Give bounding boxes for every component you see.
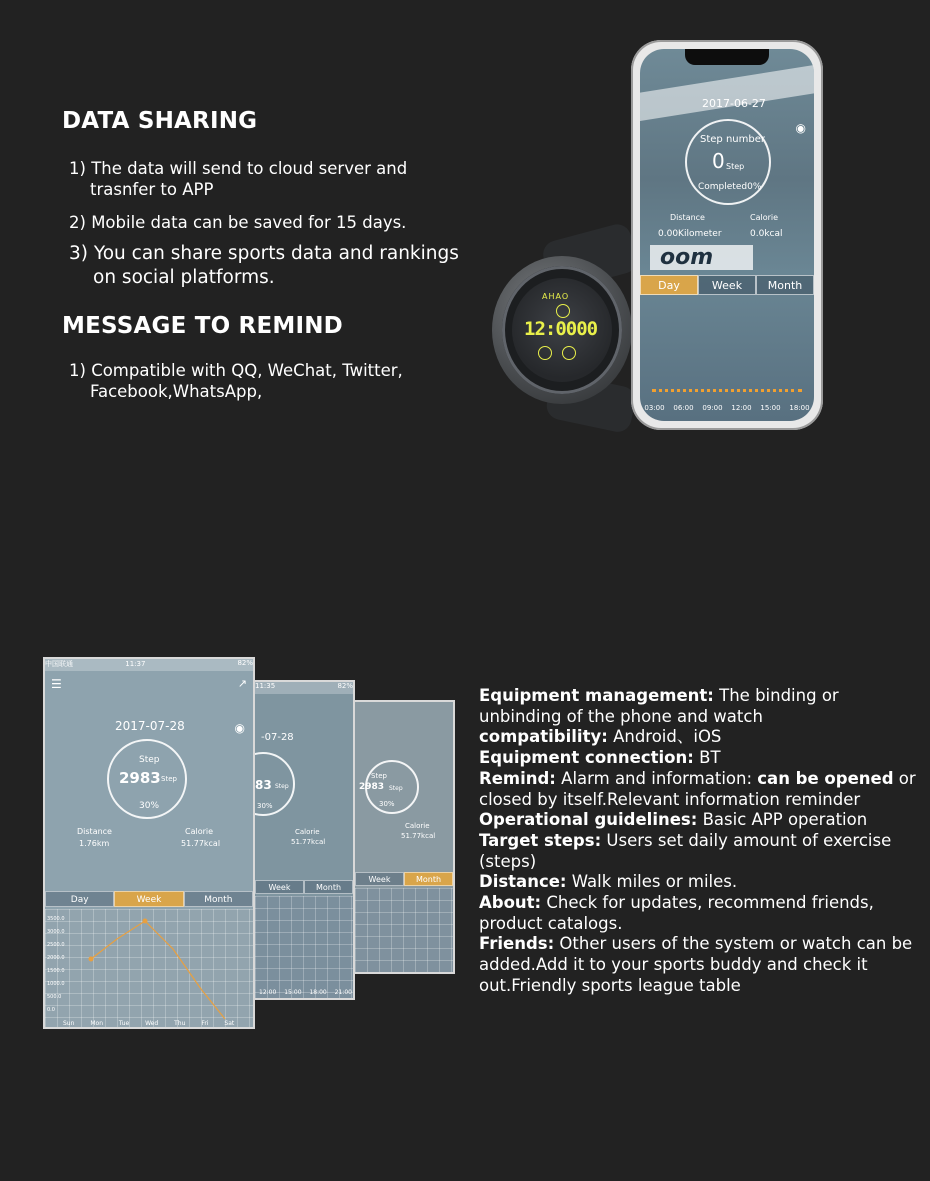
feature-text: Check for updates, recommend friends, product catalogs. xyxy=(479,893,874,933)
feature-text: Users set daily amount of exercise (steps) xyxy=(479,830,892,871)
item-text: Mobile data can be saved for 15 days. xyxy=(91,213,407,232)
track-banner: oom xyxy=(650,245,753,270)
menu-icon[interactable]: ☰ xyxy=(51,677,62,691)
feature-list xyxy=(479,686,924,997)
watch-display xyxy=(512,278,612,382)
time-axis xyxy=(259,989,352,996)
time-axis xyxy=(640,404,814,412)
feature-label: Remind: xyxy=(479,768,556,788)
feature-text: Walk miles or miles. xyxy=(566,872,738,892)
data-sharing-heading: DATA SHARING xyxy=(62,108,258,134)
item-number: 1) xyxy=(69,159,86,178)
feature-friends xyxy=(479,934,924,996)
app-date: 2017-07-28 xyxy=(115,719,185,733)
day-tick: Thu xyxy=(174,1020,186,1027)
status-time: 11:35 xyxy=(255,682,276,690)
chart-area xyxy=(45,909,253,1027)
distance-label: Distance xyxy=(77,827,112,836)
calorie-label: Calorie xyxy=(295,828,320,836)
period-tabs xyxy=(640,275,814,295)
feature-label: Operational guidelines: xyxy=(479,810,698,830)
calorie-label: Calorie xyxy=(405,822,430,830)
y-tick: 2000.0 xyxy=(47,955,65,961)
app-date: 2017-06-27 xyxy=(702,97,766,110)
status-time: 11:37 xyxy=(125,660,146,668)
distance-value: 1.76km xyxy=(79,839,110,848)
day-tick: Sun xyxy=(63,1020,75,1027)
step-label: Step xyxy=(371,772,387,780)
feature-distance xyxy=(479,872,924,893)
day-tick: Fri xyxy=(201,1020,209,1027)
feature-text: Android、iOS xyxy=(607,727,722,747)
share-icon[interactable]: ↗ xyxy=(237,677,247,690)
chart-area xyxy=(355,888,453,972)
watch-digits: 12:0000 xyxy=(524,318,598,340)
distance-value: 0.00Kilometer xyxy=(658,229,722,239)
watch-activity-icon xyxy=(556,304,570,318)
item-text: Compatible with QQ, WeChat, Twitter, xyxy=(91,361,403,380)
time-tick: 18:00 xyxy=(309,989,327,996)
status-battery: 82% xyxy=(337,682,353,690)
percent: 30% xyxy=(379,800,395,808)
step-unit: Step xyxy=(161,775,177,783)
time-tick: 21:00 xyxy=(334,989,352,996)
calorie-value: 51.77kcal xyxy=(401,832,436,840)
tab-day[interactable]: Day xyxy=(640,275,698,295)
tab-week[interactable]: Week xyxy=(114,891,183,907)
tab-month[interactable]: Month xyxy=(304,880,353,894)
day-tick: Mon xyxy=(90,1020,103,1027)
tab-month[interactable]: Month xyxy=(184,891,253,907)
status-bar xyxy=(45,659,253,671)
time-tick: 12:00 xyxy=(731,404,752,412)
time-tick: 09:00 xyxy=(702,404,723,412)
y-tick: 500.0 xyxy=(47,994,62,1000)
feature-label: Friends: xyxy=(479,934,555,954)
app-screen-3 xyxy=(353,700,455,974)
camera-icon[interactable]: ◉ xyxy=(234,721,245,735)
percent: 30% xyxy=(257,802,273,810)
calorie-value: 51.77kcal xyxy=(291,838,326,846)
feature-label: Equipment management: xyxy=(479,686,714,705)
feature-label: Equipment connection: xyxy=(479,748,694,768)
feature-text: Other users of the system or watch can be added.Add it to your sports buddy and check it out.Friendly sports league table xyxy=(479,934,913,995)
feature-compatibility xyxy=(479,727,924,748)
y-axis xyxy=(47,913,65,1017)
watch-heart-icon xyxy=(562,346,576,360)
status-battery: 82% xyxy=(237,659,253,667)
time-tick: 15:00 xyxy=(284,989,302,996)
period-tabs xyxy=(255,880,353,894)
app-screen-2 xyxy=(253,680,355,1000)
calorie-value: 0.0kcal xyxy=(750,229,783,239)
chart-area xyxy=(255,896,353,998)
phone-screen xyxy=(640,49,814,421)
completed-percent: Completed0% xyxy=(698,182,762,192)
tab-week[interactable]: Week xyxy=(255,880,304,894)
feature-target-steps xyxy=(479,831,924,872)
app-date: -07-28 xyxy=(261,732,294,743)
time-tick: 12:00 xyxy=(259,989,277,996)
y-tick: 3500.0 xyxy=(47,916,65,922)
step-unit: Step xyxy=(389,785,403,792)
time-tick: 03:00 xyxy=(644,404,665,412)
feature-text: or closed by itself.Relevant information reminder xyxy=(479,768,916,809)
calorie-value: 51.77kcal xyxy=(181,839,221,848)
watch-bezel xyxy=(502,266,622,394)
message-remind-item-1 xyxy=(69,360,403,402)
feature-operational-guidelines xyxy=(479,810,924,831)
day-tick: Wed xyxy=(145,1020,159,1027)
item-number: 1) xyxy=(69,361,86,380)
feature-text: Basic APP operation xyxy=(697,810,868,830)
y-tick: 2500.0 xyxy=(47,942,65,948)
feature-label: About: xyxy=(479,893,542,913)
feature-remind xyxy=(479,769,924,810)
watch-step-icon xyxy=(538,346,552,360)
step-label: Step number xyxy=(700,134,765,145)
data-sharing-item-2 xyxy=(69,212,406,233)
data-point xyxy=(143,919,148,924)
step-value: 0 xyxy=(712,149,725,173)
feature-text: The binding or unbinding of the phone and watch xyxy=(479,686,839,726)
calorie-label: Calorie xyxy=(185,827,214,836)
feature-text: Alarm and information: xyxy=(555,768,758,788)
status-bar xyxy=(255,682,353,694)
tab-week[interactable]: Week xyxy=(355,872,404,886)
message-remind-heading: MESSAGE TO REMIND xyxy=(62,313,343,339)
phone-mockup xyxy=(631,40,823,430)
feature-bold-text: can be opened xyxy=(757,768,894,788)
y-tick: 3000.0 xyxy=(47,929,65,935)
item-text: You can share sports data and rankings xyxy=(93,243,459,264)
percent: 30% xyxy=(139,801,160,811)
day-tick: Tue xyxy=(118,1020,130,1027)
data-point xyxy=(89,957,94,962)
feature-equipment-connection xyxy=(479,748,924,769)
step-value: 2983 xyxy=(359,782,385,792)
camera-icon[interactable]: ◉ xyxy=(795,121,806,135)
tab-day[interactable]: Day xyxy=(45,891,114,907)
item-text-cont: on social platforms. xyxy=(93,267,275,288)
y-tick: 0.0 xyxy=(47,1007,55,1013)
step-value: 2983 xyxy=(119,769,161,787)
step-unit: Step xyxy=(726,162,745,171)
item-text-cont: Facebook,WhatsApp, xyxy=(90,382,263,401)
tab-week[interactable]: Week xyxy=(698,275,756,295)
data-sharing-item-1 xyxy=(69,158,407,200)
feature-label: Target steps: xyxy=(479,830,602,850)
tab-month[interactable]: Month xyxy=(756,275,814,295)
app-screen-1 xyxy=(43,657,255,1029)
feature-about xyxy=(479,893,924,934)
chart-line xyxy=(91,921,225,1019)
item-number: 2) xyxy=(69,213,86,232)
time-tick: 06:00 xyxy=(673,404,694,412)
y-tick: 1000.0 xyxy=(47,981,65,987)
phone-notch xyxy=(685,49,769,65)
y-tick: 1500.0 xyxy=(47,968,65,974)
status-carrier: 中国联通 xyxy=(45,660,73,668)
feature-label: compatibility: xyxy=(479,727,608,747)
day-tick: Sat xyxy=(224,1020,235,1027)
x-axis xyxy=(63,1020,234,1027)
period-tabs xyxy=(355,872,453,886)
period-tabs xyxy=(45,891,253,907)
distance-label: Distance xyxy=(670,213,705,222)
tab-month[interactable]: Month xyxy=(404,872,453,886)
activity-dots xyxy=(652,389,802,392)
time-tick: 18:00 xyxy=(789,404,810,412)
step-unit: Step xyxy=(275,783,289,790)
feature-text: BT xyxy=(693,748,721,768)
step-value: 83 xyxy=(255,778,272,792)
calorie-label: Calorie xyxy=(750,213,779,222)
smartwatch xyxy=(492,256,632,404)
weekly-step-chart xyxy=(45,909,253,1027)
time-tick: 15:00 xyxy=(760,404,781,412)
item-text: The data will send to cloud server and xyxy=(91,159,408,178)
feature-equipment-management xyxy=(479,686,924,727)
item-number: 3) xyxy=(69,243,88,264)
step-label: Step xyxy=(139,755,160,765)
feature-label: Distance: xyxy=(479,872,567,892)
track-stripe xyxy=(640,62,814,123)
data-sharing-item-3 xyxy=(69,242,459,290)
item-text-cont: trasnfer to APP xyxy=(90,180,214,199)
watch-brand: AHAO xyxy=(542,292,570,301)
